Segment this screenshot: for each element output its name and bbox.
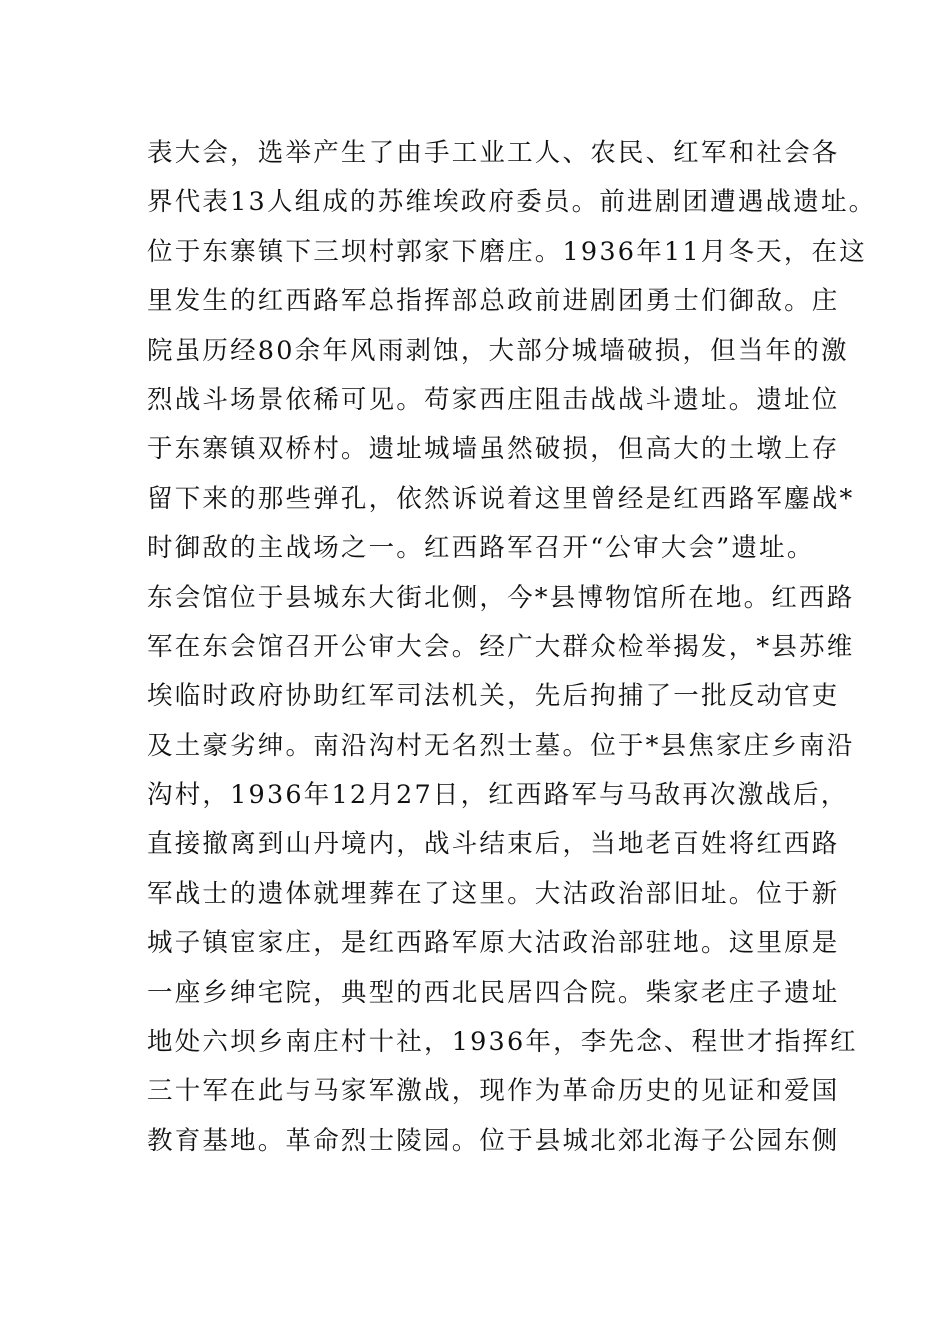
body-text — [147, 129, 877, 1166]
text-line: 里发生的红西路军总指挥部总政前进剧团勇士们御敌。庄 — [147, 286, 840, 317]
text-line: 院虽历经80余年风雨剥蚀，大部分城墙破损，但当年的激 — [147, 335, 849, 366]
text-line: 军战士的遗体就埋葬在了这里。大沽政治部旧址。位于新 — [147, 878, 840, 909]
text-line: 教育基地。革命烈士陵园。位于县城北郊北海子公园东侧 — [147, 1125, 840, 1156]
text-line: 及土豪劣绅。南沿沟村无名烈士墓。位于*县焦家庄乡南沿 — [147, 730, 855, 761]
text-line: 表大会，选举产生了由手工业工人、农民、红军和社会各 — [147, 138, 840, 168]
text-line: 界代表13人组成的苏维埃政府委员。前进剧团遭遇战遗址。 — [147, 187, 877, 218]
text-line: 地处六坝乡南庄村十社，1936年，李先念、程世才指挥红 — [147, 1027, 858, 1058]
text-line: 埃临时政府协助红军司法机关，先后拘捕了一批反动官吏 — [147, 681, 840, 712]
text-line: 三十军在此与马家军激战，现作为革命历史的见证和爱国 — [147, 1076, 840, 1107]
text-line: 烈战斗场景依稀可见。苟家西庄阻击战战斗遗址。遗址位 — [147, 384, 840, 415]
text-line: 城子镇宦家庄，是红西路军原大沽政治部驻地。这里原是 — [147, 928, 840, 959]
text-line: 东会馆位于县城东大街北侧，今*县博物馆所在地。红西路 — [147, 582, 855, 613]
text-line: 于东寨镇双桥村。遗址城墙虽然破损，但高大的土墩上存 — [147, 434, 840, 465]
text-line: 直接撤离到山丹境内，战斗结束后，当地老百姓将红西路 — [147, 829, 840, 860]
text-line: 军在东会馆召开公审大会。经广大群众检举揭发，*县苏维 — [147, 631, 855, 662]
text-line: 时御敌的主战场之一。红西路军召开“公审大会”遗址。 — [147, 533, 815, 564]
text-line: 留下来的那些弹孔，依然诉说着这里曾经是红西路军鏖战* — [147, 483, 855, 514]
text-line: 一座乡绅宅院，典型的西北民居四合院。柴家老庄子遗址 — [147, 977, 840, 1008]
text-line: 位于东寨镇下三坝村郭家下磨庄。1936年11月冬天，在这 — [147, 236, 867, 267]
text-line: 沟村，1936年12月27日，红西路军与马敌再次激战后， — [147, 780, 849, 811]
